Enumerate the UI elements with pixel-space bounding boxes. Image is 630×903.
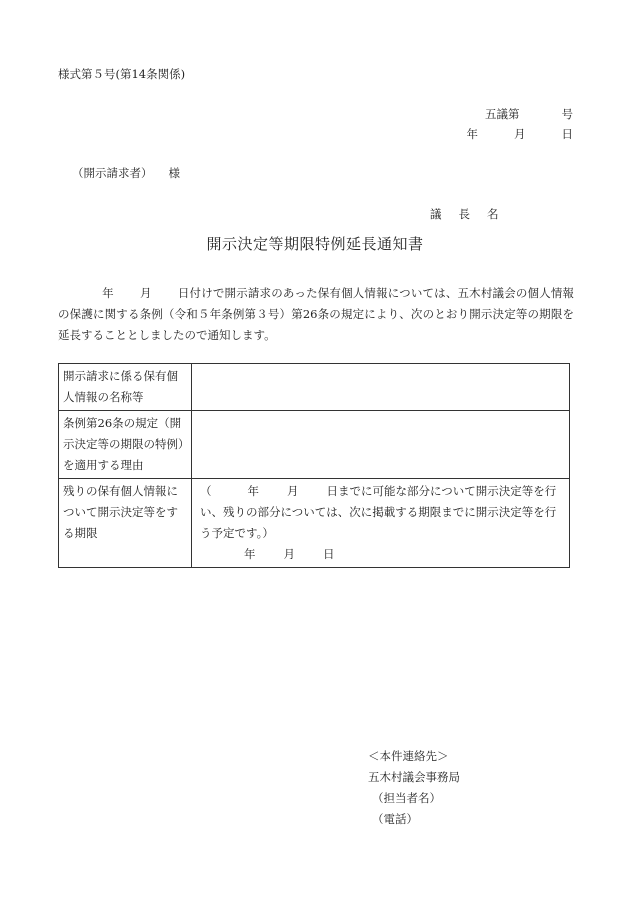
addressee-honorific: 様 [168, 166, 180, 180]
contact-person: （担当者名） [372, 791, 441, 805]
deadline-year: 年 [244, 547, 256, 561]
row-value-info-name [192, 364, 570, 411]
addressee-requester: （開示請求者） [72, 166, 153, 180]
row-label-deadline: 残りの保有個人情報について開示決定等をする期限 [59, 479, 192, 568]
body-text: 日付けで開示請求のあった保有個人情報については、五木村議会の個人情報の保護に関する条例（令和５年条例第３号）第26条の規定により、次のとおり開示決定等の期限を延長することとしましたので通知します。 [58, 286, 575, 342]
document-number-suffix: 号 [561, 107, 573, 121]
deadline-day: 日 [323, 547, 335, 561]
date-month: 月 [514, 127, 526, 141]
document-number [485, 108, 573, 122]
row-label-info-name: 開示請求に係る保有個人情報の名称等 [59, 364, 192, 411]
date-year: 年 [466, 127, 478, 141]
table-row [59, 364, 570, 411]
date-day: 日 [561, 127, 573, 141]
chair-name: 議長名 [430, 207, 516, 221]
body-paragraph [58, 283, 574, 346]
document-number-prefix: 五議第 [485, 107, 520, 121]
extension-month: 月 [287, 484, 299, 498]
addressee [72, 167, 180, 181]
extension-open-paren: （ [200, 484, 212, 498]
row-label-reason: 条例第26条の規定（開示決定等の期限の特例）を適用する理由 [59, 411, 192, 479]
deadline-month: 月 [283, 547, 295, 561]
extension-text [200, 481, 563, 544]
contact-block [368, 746, 460, 830]
form-number: 様式第５号(第14条関係) [58, 67, 186, 81]
body-month: 月 [139, 286, 152, 300]
contact-heading: ＜本件連絡先＞ [368, 749, 449, 763]
document-date [467, 128, 574, 142]
row-value-deadline [192, 479, 570, 568]
table-row [59, 479, 570, 568]
document-title: 開示決定等期限特例延長通知書 [206, 235, 424, 253]
contact-office: 五木村議会事務局 [368, 770, 460, 784]
extension-year: 年 [247, 484, 259, 498]
body-year: 年 [102, 286, 114, 300]
info-table [58, 363, 570, 568]
row-value-reason [192, 411, 570, 479]
table-row [59, 411, 570, 479]
extension-deadline-date [200, 544, 563, 565]
extension-body: 日までに可能な部分について開示決定等を行い、残りの部分については、次に掲載する期限までに開示決定等を行う予定です。） [200, 484, 557, 540]
contact-phone: （電話） [372, 812, 418, 826]
